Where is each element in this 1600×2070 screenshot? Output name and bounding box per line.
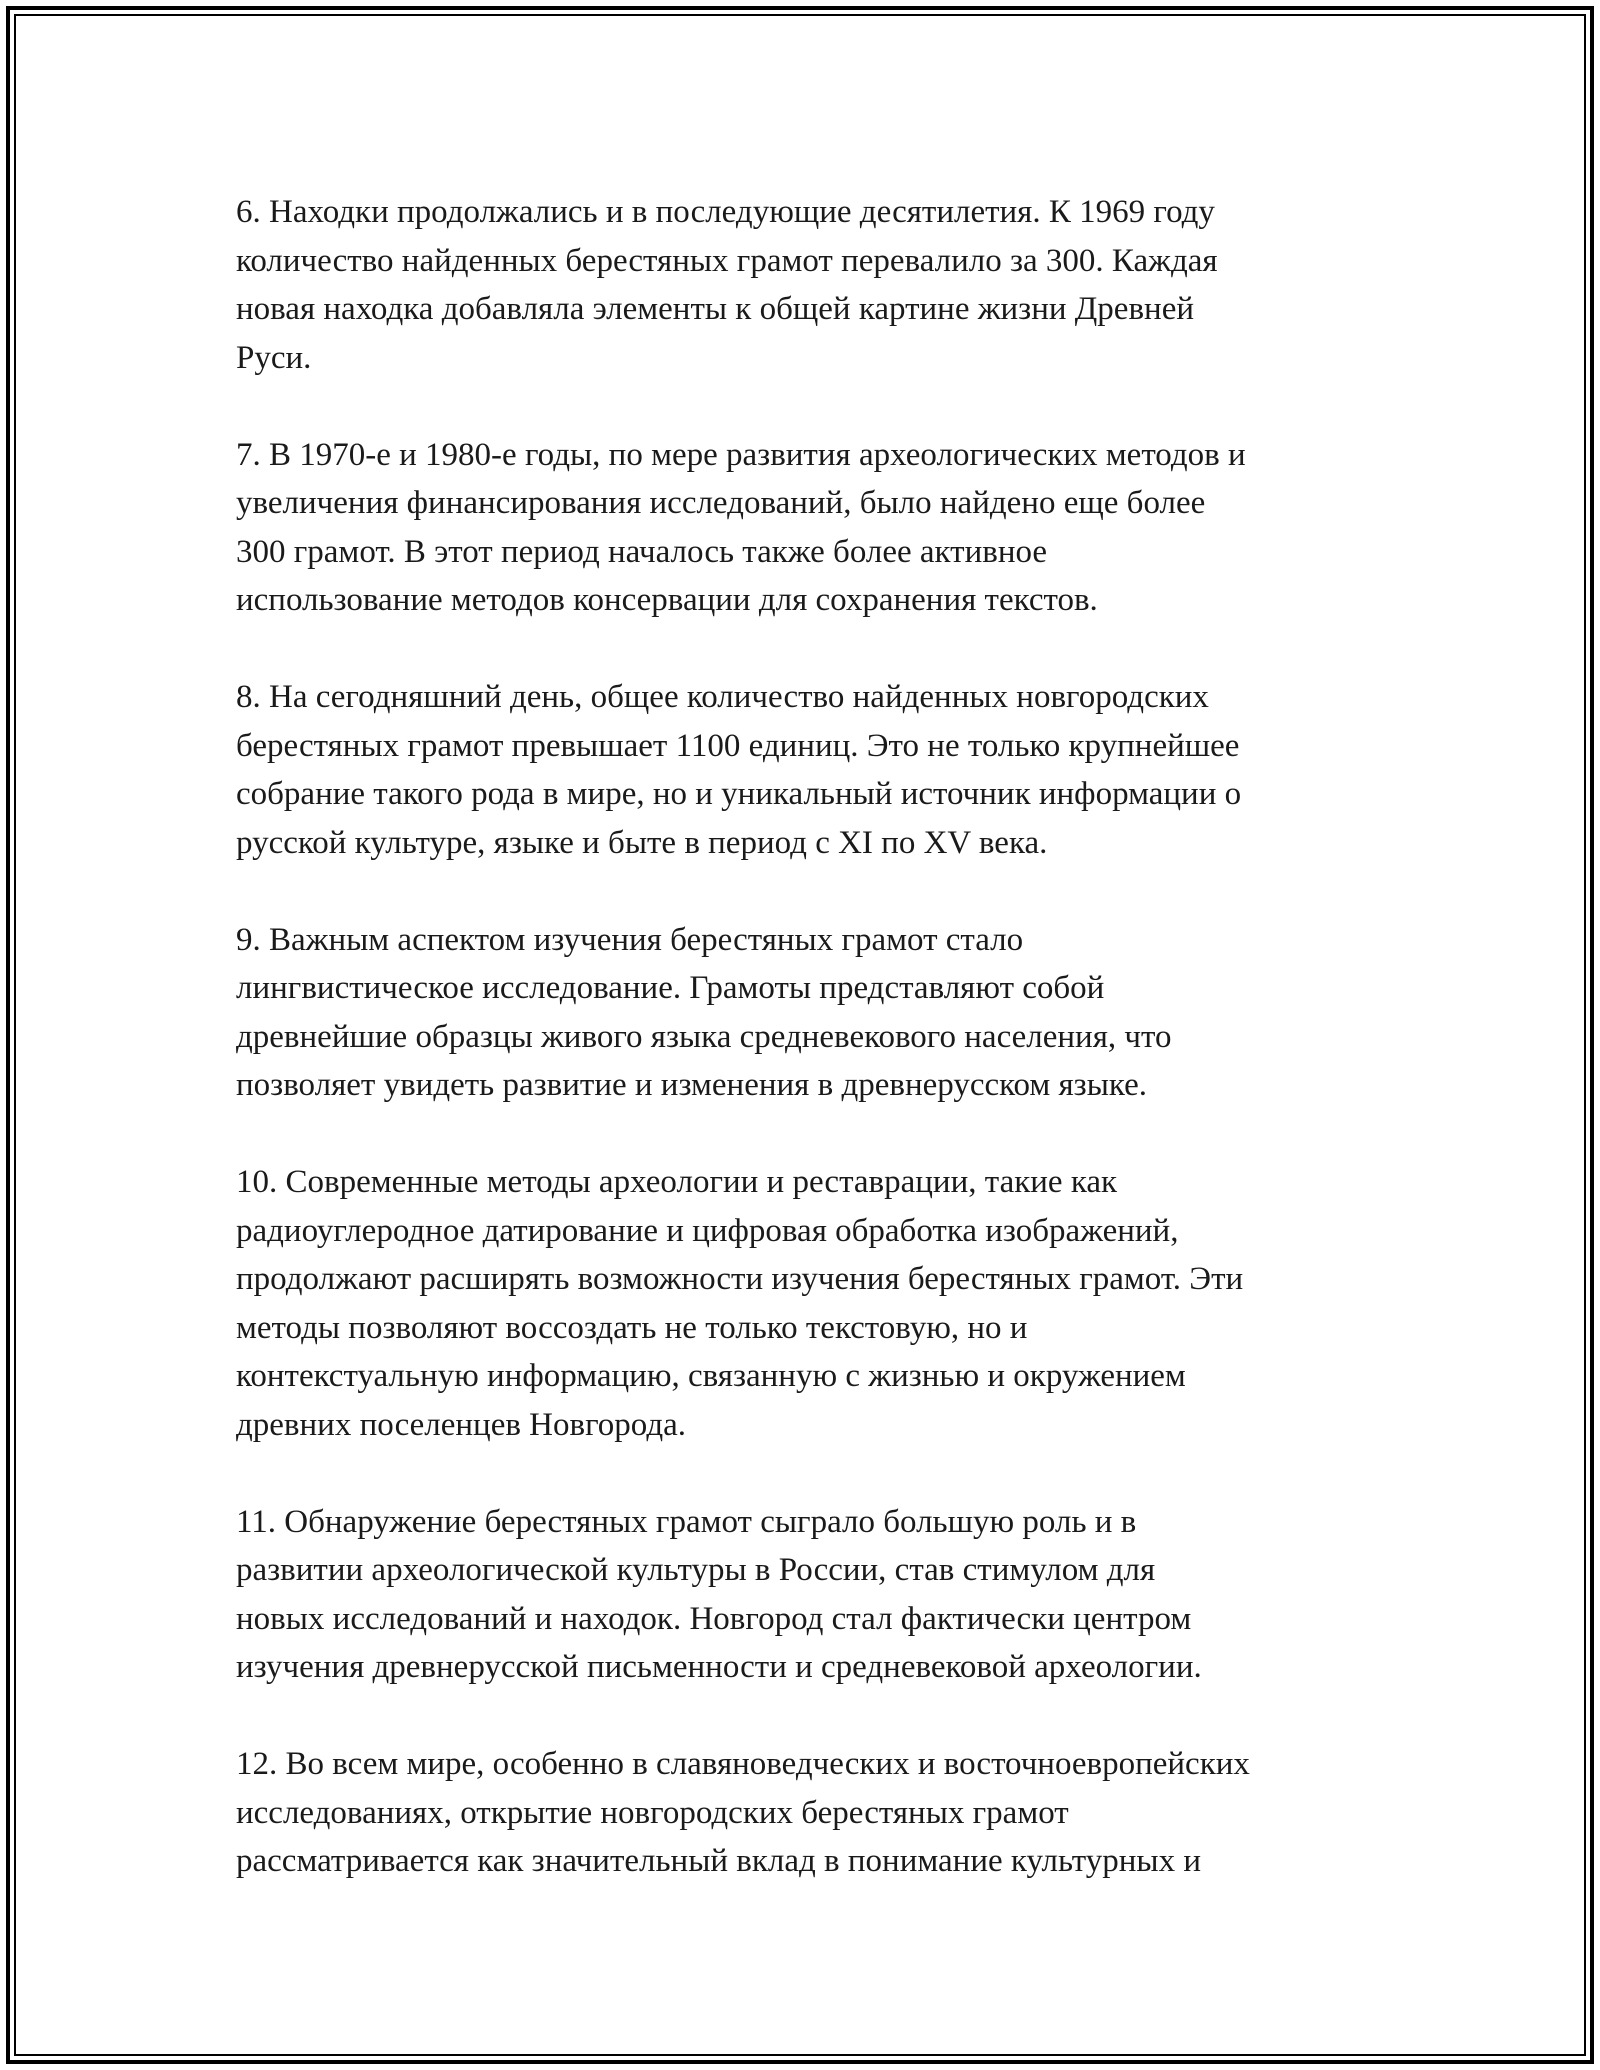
paragraph-8: 8. На сегодняшний день, общее количество найденных новгородских берестяных грамот превышает 1100 единиц. Это не только крупнейшее собрание такого рода в мире, но и уникальный источник информации о русской культуре, языке и быте в период с XI по XV века. <box>236 679 1242 861</box>
paragraph-10: 10. Современные методы археологии и реставрации, такие как радиоуглеродное датирование и цифровая обработка изображений, продолжают расширять возможности изучения берестяных грамот. Эти методы позволяют воссоздать не только текстовую, но и контекстуальную информацию, связанную с жизнью и окружением древних поселенцев Новгорода. <box>236 1164 1244 1443</box>
paragraph-7: 7. В 1970-е и 1980-е годы, по мере развития археологических методов и увеличения финансирования исследований, было найдено еще более 300 грамот. В этот период началось также более активное использование методов консервации для сохранения текстов. <box>236 436 1246 618</box>
paragraph-6: 6. Находки продолжались и в последующие десятилетия. К 1969 году количество найденных берестяных грамот перевалило за 300. Каждая новая находка добавляла элементы к общей картине жизни Древней Руси. <box>236 194 1218 376</box>
paragraph-12: 12. Во всем мире, особенно в славяноведческих и восточноевропейских исследованиях, открытие новгородских берестяных грамот рассматривается как значительный вклад в понимание культурных и <box>236 1746 1250 1879</box>
paragraph-11: 11. Обнаружение берестяных грамот сыграло большую роль и в развитии археологической культуры в России, став стимулом для новых исследований и находок. Новгород стал фактически центром изучения древнерусской письменности и средневековой археологии. <box>236 1503 1202 1685</box>
document-body <box>236 188 1406 1934</box>
paragraph-9: 9. Важным аспектом изучения берестяных грамот стало лингвистическое исследование. Грамоты представляют собой древнейшие образцы живого языка средневекового населения, что позволяет увидеть развитие и изменения в древнерусском языке. <box>236 921 1172 1103</box>
